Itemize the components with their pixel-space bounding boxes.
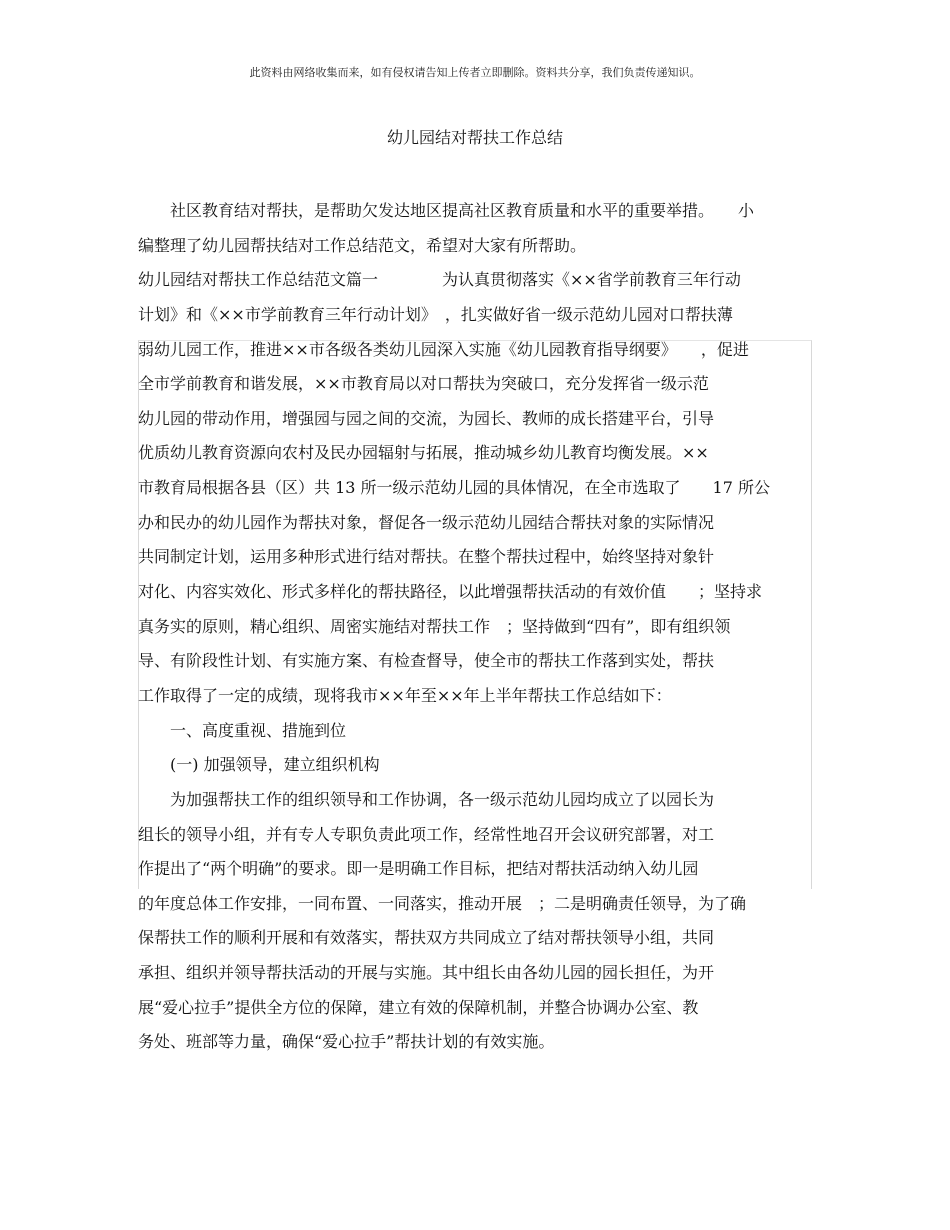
body-line: 办和民办的幼儿园作为帮扶对象，督促各一级示范幼儿园结合帮扶对象的实际情况 — [138, 512, 715, 532]
body-line: 计划》和《××市学前教育三年行动计划》 ，扎实做好省一级示范幼儿园对口帮扶薄 — [138, 304, 733, 324]
body-line: 共同制定计划，运用多种形式进行结对帮扶。在整个帮扶过程中，始终坚持对象针 — [138, 547, 715, 567]
body-line: 对化、内容实效化、形式多样化的帮扶路径，以此增强帮扶活动的有效价值 ；坚持求 — [138, 582, 763, 602]
document-body — [138, 194, 810, 1060]
body-line: 承担、组织并领导帮扶活动的开展与实施。其中组长由各幼儿园的园长担任，为开 — [138, 963, 715, 983]
body-line: 弱幼儿园工作，推进××市各级各类幼儿园深入实施《幼儿园教育指导纲要》 ，促进 — [138, 339, 749, 359]
body-line: 全市学前教育和谐发展，××市教育局以对口帮扶为突破口，充分发挥省一级示范 — [138, 374, 709, 394]
body-line: 幼儿园的带动作用，增强园与园之间的交流，为园长、教师的成长搭建平台，引导 — [138, 408, 715, 428]
body-line: 务处、班部等力量，确保“爱心拉手”帮扶计划的有效实施。 — [138, 1032, 555, 1052]
section-heading: 一、高度重视、措施到位 — [138, 720, 347, 740]
document-title: 幼儿园结对帮扶工作总结 — [386, 128, 563, 147]
body-line: 工作取得了一定的成绩，现将我市××年至××年上半年帮扶工作总结如下： — [138, 685, 672, 705]
body-line: 展“爱心拉手”提供全方位的保障，建立有效的保障机制，并整合协调办公室、教 — [138, 997, 699, 1017]
body-line: 真务实的原则，精心组织、周密实施结对帮扶工作 ；坚持做到“四有”，即有组织领 — [138, 616, 731, 636]
body-line: 组长的领导小组，并有专人专职负责此项工作，经常性地召开会议研究部署，对工 — [138, 824, 715, 844]
body-line: 优质幼儿教育资源向农村及民办园辐射与拓展，推动城乡幼儿教育均衡发展。×× — [138, 443, 709, 463]
body-line: 为加强帮扶工作的组织领导和工作协调，各一级示范幼儿园均成立了以园长为 — [138, 789, 715, 809]
body-line: 保帮扶工作的顺利开展和有效落实，帮扶双方共同成立了结对帮扶领导小组，共同 — [138, 928, 715, 948]
body-line: 的年度总体工作安排，一同布置、一同落实，推动开展 ；二是明确责任领导，为了确 — [138, 893, 747, 913]
body-line: 市教育局根据各县（区）共 13 所一级示范幼儿园的具体情况，在全市选取了 17 所公 — [138, 478, 770, 498]
body-line: 作提出了“两个明确”的要求。即一是明确工作目标，把结对帮扶活动纳入幼儿园 — [138, 859, 699, 879]
header-note: 此资料由网络收集而来，如有侵权请告知上传者立即删除。资料共分享，我们负责传递知识。 — [249, 66, 701, 79]
body-line: 社区教育结对帮扶，是帮助欠发达地区提高社区教育质量和水平的重要举措。 小 — [138, 201, 755, 220]
body-line: 幼儿园结对帮扶工作总结范文篇一 为认真贯彻落实《××省学前教育三年行动 — [138, 270, 741, 290]
body-line: 编整理了幼儿园帮扶结对工作总结范文，希望对大家有所帮助。 — [138, 235, 587, 255]
subsection-heading: (一) 加强领导，建立组织机构 — [138, 755, 380, 775]
body-line: 导、有阶段性计划、有实施方案、有检查督导，使全市的帮扶工作落到实处，帮扶 — [138, 651, 715, 671]
